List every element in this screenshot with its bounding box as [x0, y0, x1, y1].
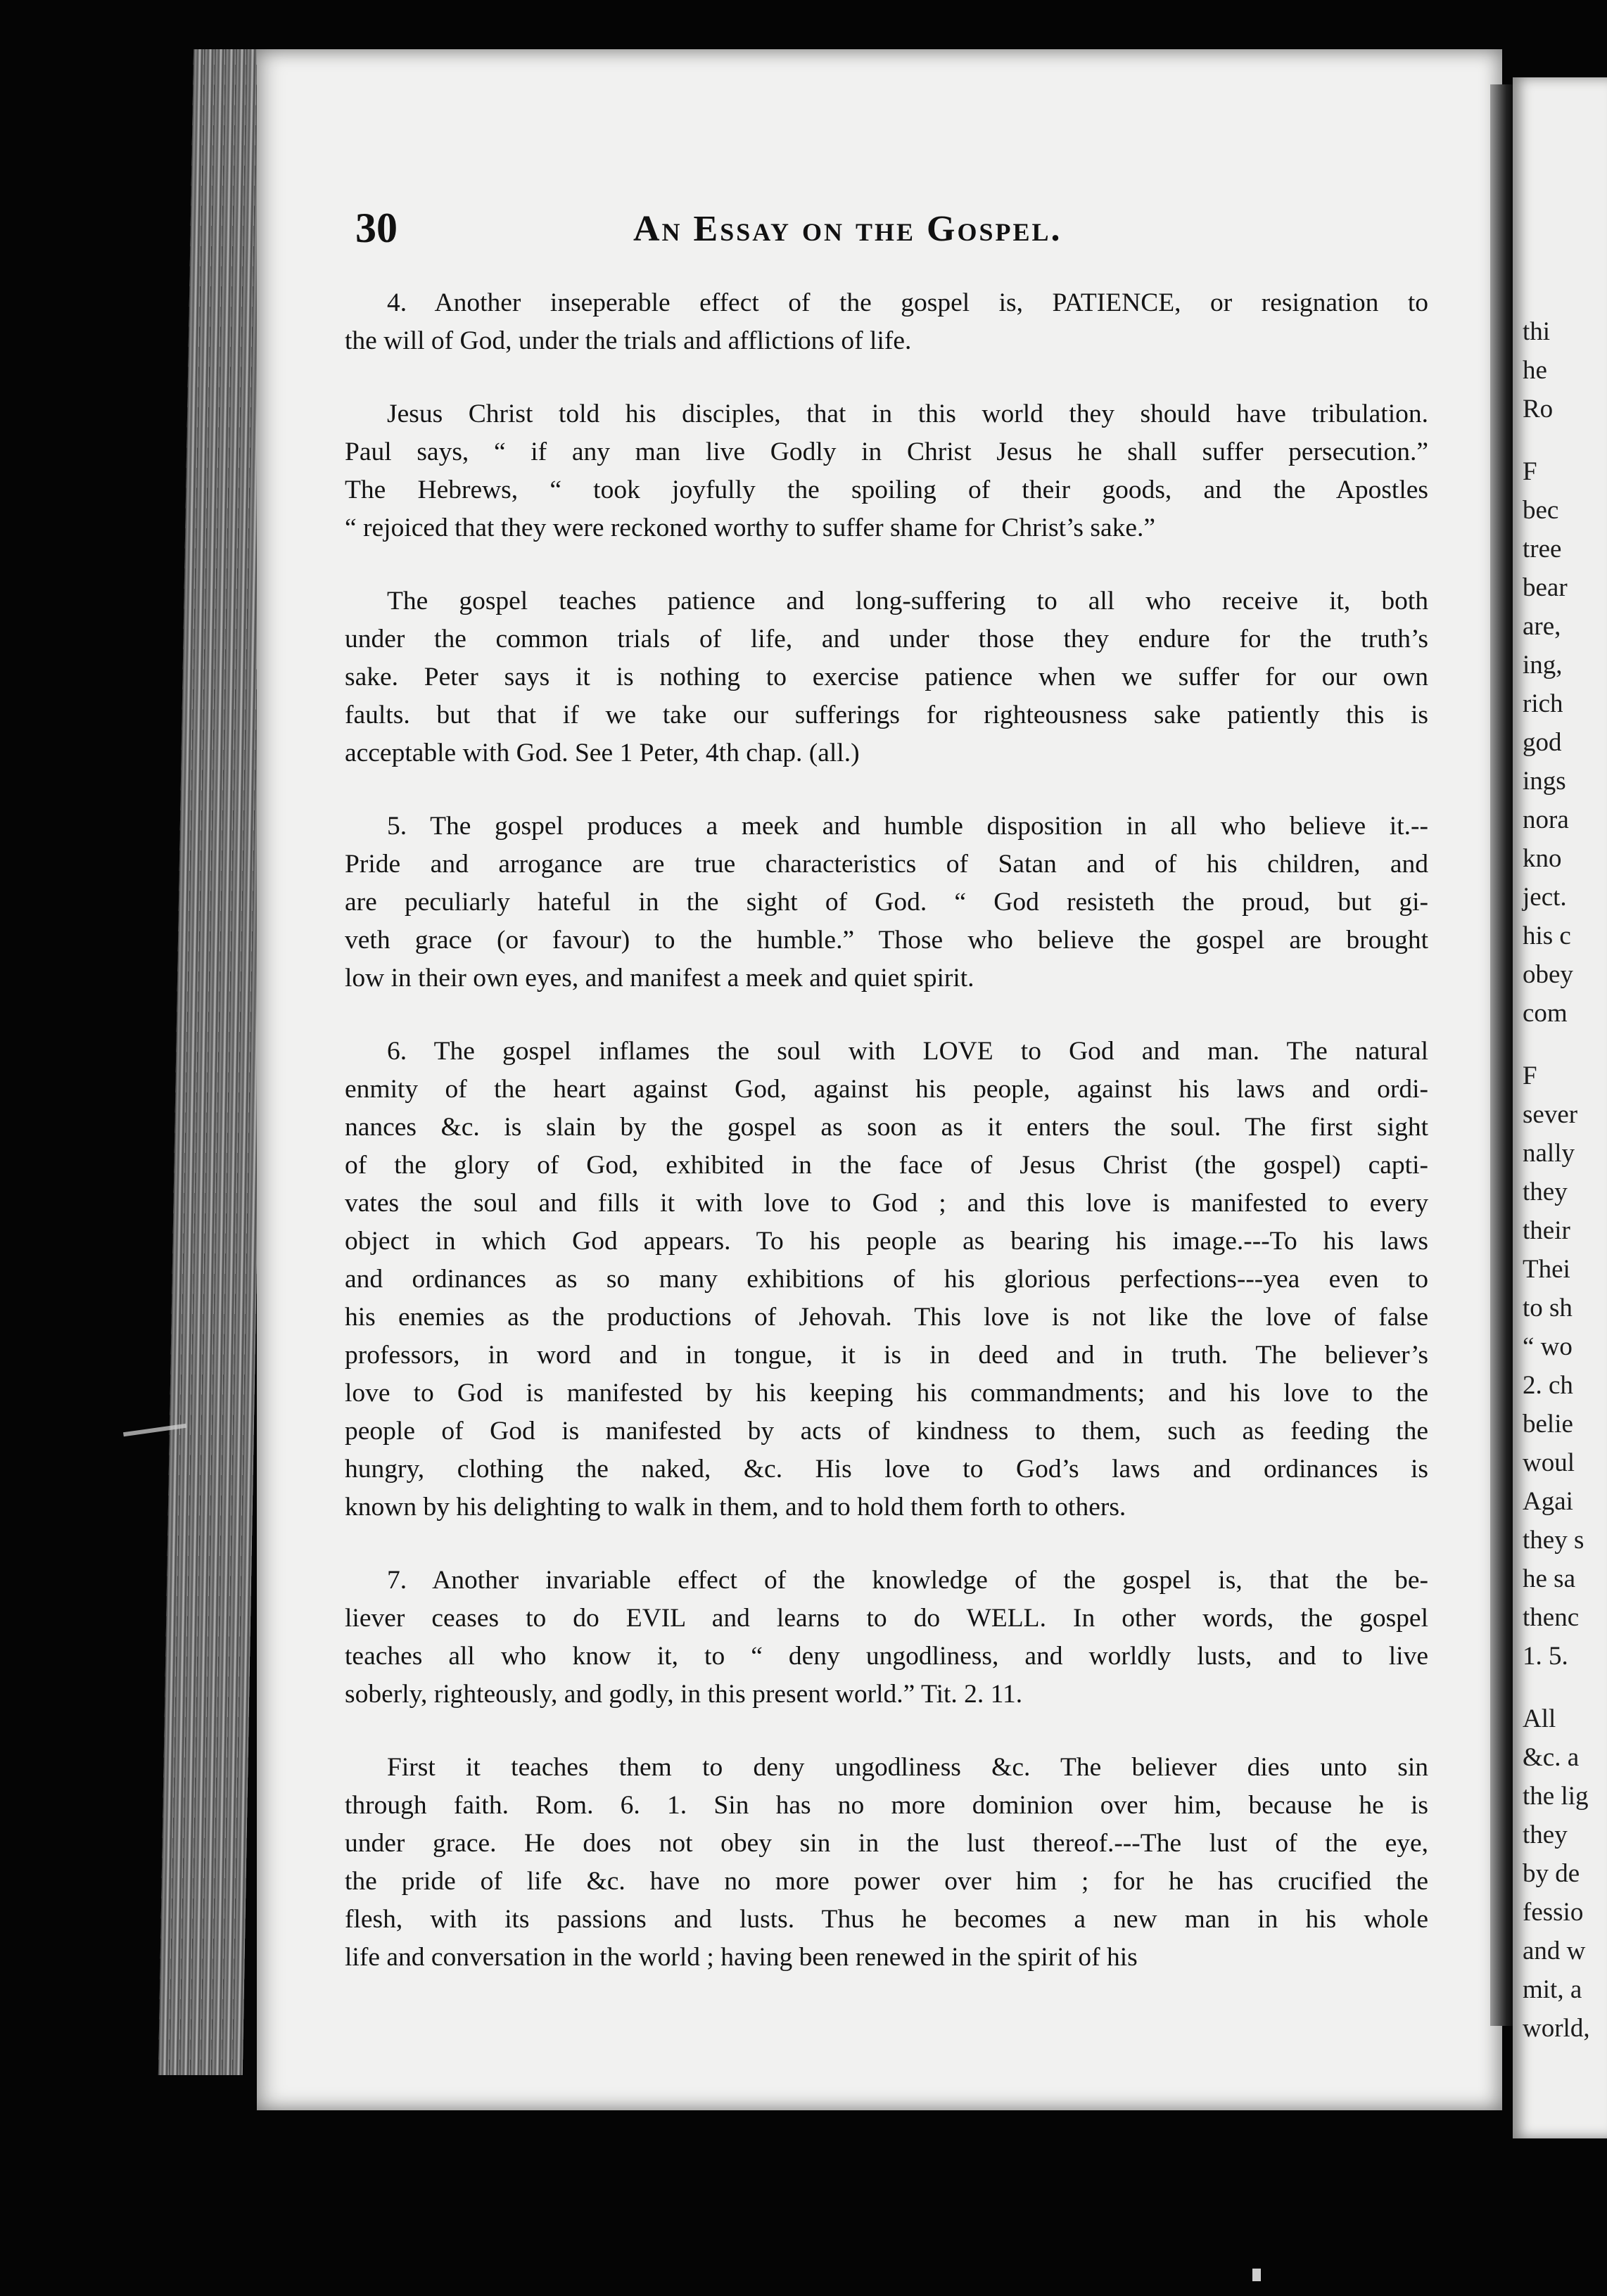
right-page-line-fragment: Agai: [1523, 1487, 1573, 1516]
paragraph: [345, 1033, 1428, 1526]
right-page-line-fragment: they: [1523, 1820, 1568, 1849]
right-page-line-fragment: god: [1523, 728, 1562, 757]
right-page-line-fragment: to sh: [1523, 1294, 1573, 1322]
right-page-line-fragment: his c: [1523, 921, 1571, 950]
right-page-line-fragment: F: [1523, 457, 1537, 486]
text-line: nances &c. is slain by the gospel as soon as it enters the soul. The first sight: [345, 1113, 1428, 1142]
text-line: Paul says, “ if any man live Godly in Christ Jesus he shall suffer persecution.”: [345, 438, 1428, 466]
text-line: enmity of the heart against God, against his people, against his laws and ordi-: [345, 1075, 1428, 1104]
text-line: life and conversation in the world ; having been renewed in the spirit of his: [345, 1943, 1138, 1972]
right-page-line-fragment: are,: [1523, 612, 1561, 641]
right-page-line-fragment: bec: [1523, 496, 1559, 525]
paragraph: [345, 395, 1428, 547]
text-line: Jesus Christ told his disciples, that in this world they should have tribulation.: [387, 400, 1428, 428]
text-line: 4. Another inseperable effect of the gospel is, PATIENCE, or resignation to: [387, 288, 1428, 317]
right-page-line-fragment: ject.: [1523, 883, 1567, 912]
paragraph: [345, 582, 1428, 772]
right-page-line-fragment: nally: [1523, 1139, 1575, 1168]
page-number: 30: [355, 205, 398, 251]
right-page-line-fragment: F: [1523, 1061, 1537, 1090]
right-page-line-fragment: tree: [1523, 535, 1562, 563]
paragraph: [345, 284, 1428, 360]
text-line: Pride and arrogance are true characteristics of Satan and of his children, and: [345, 850, 1428, 879]
body-text: [345, 284, 1428, 1977]
text-line: acceptable with God. See 1 Peter, 4th chap. (all.): [345, 739, 860, 767]
right-page-line-fragment: they s: [1523, 1526, 1584, 1555]
right-page-line-fragment: 2. ch: [1523, 1371, 1573, 1400]
right-page-line-fragment: sever: [1523, 1100, 1578, 1129]
text-line: under grace. He does not obey sin in the lust thereof.---The lust of the eye,: [345, 1829, 1428, 1858]
right-page-line-fragment: world,: [1523, 2014, 1590, 2043]
right-page-line-fragment: by de: [1523, 1859, 1580, 1888]
text-line: under the common trials of life, and under those they endure for the truth’s: [345, 625, 1428, 653]
text-line: vates the soul and fills it with love to God ; and this love is manifested to every: [345, 1189, 1428, 1218]
right-page-line-fragment: Ro: [1523, 395, 1554, 423]
right-page-line-fragment: mit, a: [1523, 1975, 1582, 2004]
text-line: The gospel teaches patience and long-suffering to all who receive it, both: [387, 587, 1428, 616]
right-page-line-fragment: their: [1523, 1216, 1570, 1245]
scan-artifact: [1252, 2269, 1261, 2281]
text-line: The Hebrews, “ took joyfully the spoiling of their goods, and the Apostles: [345, 476, 1428, 504]
right-page-line-fragment: obey: [1523, 960, 1573, 989]
text-line: “ rejoiced that they were reckoned worthy to suffer shame for Christ’s sake.”: [345, 514, 1156, 542]
right-page-line-fragment: &c. a: [1523, 1743, 1580, 1772]
right-page-line-fragment: ing,: [1523, 651, 1563, 680]
text-line: people of God is manifested by acts of kindness to them, such as feeding the: [345, 1417, 1428, 1446]
right-page-line-fragment: rich: [1523, 689, 1563, 718]
right-page-line-fragment: they: [1523, 1178, 1568, 1206]
text-line: soberly, righteously, and godly, in this present world.” Tit. 2. 11.: [345, 1680, 1023, 1709]
text-line: veth grace (or favour) to the humble.” Those who believe the gospel are brought: [345, 926, 1428, 955]
text-line: liever ceases to do EVIL and learns to do WELL. In other words, the gospel: [345, 1604, 1428, 1633]
right-page-line-fragment: All: [1523, 1704, 1556, 1733]
right-page-line-fragment: com: [1523, 999, 1568, 1028]
text-line: object in which God appears. To his people as bearing his image.---To his laws: [345, 1227, 1428, 1256]
text-line: teaches all who know it, to “ deny ungodliness, and worldly lusts, and to live: [345, 1642, 1428, 1671]
paragraph-gap: [345, 360, 1428, 395]
right-page-line-fragment: fessio: [1523, 1898, 1584, 1927]
right-page-fragment: [1513, 77, 1607, 2138]
right-page-line-fragment: belie: [1523, 1410, 1573, 1439]
paragraph-gap: [345, 547, 1428, 582]
right-page-line-fragment: he sa: [1523, 1564, 1575, 1593]
paragraph-gap: [345, 1714, 1428, 1749]
right-page-line-fragment: the lig: [1523, 1782, 1589, 1811]
text-line: are peculiarly hateful in the sight of God. “ God resisteth the proud, but gi-: [345, 888, 1428, 917]
text-line: the will of God, under the trials and afflictions of life.: [345, 326, 912, 355]
text-line: 6. The gospel inflames the soul with LOVE to God and man. The natural: [387, 1037, 1428, 1066]
page-header: [355, 204, 1418, 260]
paragraph-gap: [345, 1526, 1428, 1562]
text-line: low in their own eyes, and manifest a meek and quiet spirit.: [345, 964, 974, 993]
text-line: 5. The gospel produces a meek and humble disposition in all who believe it.--: [387, 812, 1428, 841]
right-page-line-fragment: ings: [1523, 767, 1566, 796]
paragraph: [345, 1562, 1428, 1714]
paragraph-gap: [345, 772, 1428, 808]
paragraph: [345, 808, 1428, 997]
right-page-line-fragment: he: [1523, 356, 1547, 385]
text-line: through faith. Rom. 6. 1. Sin has no more dominion over him, because he is: [345, 1791, 1428, 1820]
right-page-line-fragment: woul: [1523, 1448, 1575, 1477]
text-line: 7. Another invariable effect of the knowledge of the gospel is, that the be-: [387, 1566, 1428, 1595]
text-line: the pride of life &c. have no more power over him ; for he has crucified the: [345, 1867, 1428, 1896]
text-line: of the glory of God, exhibited in the face of Jesus Christ (the gospel) capti-: [345, 1151, 1428, 1180]
text-line: and ordinances as so many exhibitions of his glorious perfections---yea even to: [345, 1265, 1428, 1294]
paragraph-gap: [345, 997, 1428, 1033]
paragraph: [345, 1749, 1428, 1977]
text-line: sake. Peter says it is nothing to exercise patience when we suffer for our own: [345, 663, 1428, 691]
right-page-line-fragment: thi: [1523, 317, 1551, 346]
right-page-line-fragment: and w: [1523, 1937, 1586, 1965]
running-title: An Essay on the Gospel.: [633, 209, 1062, 249]
text-line: professors, in word and in tongue, it is in deed and in truth. The believer’s: [345, 1341, 1428, 1370]
text-line: known by his delighting to walk in them, and to hold them forth to others.: [345, 1493, 1126, 1522]
text-line: love to God is manifested by his keeping his commandments; and his love to the: [345, 1379, 1428, 1408]
text-line: his enemies as the productions of Jehovah. This love is not like the love of false: [345, 1303, 1428, 1332]
right-page-line-fragment: kno: [1523, 844, 1562, 873]
right-page-line-fragment: 1. 5.: [1523, 1642, 1568, 1671]
right-page-line-fragment: bear: [1523, 573, 1568, 602]
right-page-line-fragment: Thei: [1523, 1255, 1570, 1284]
right-page-line-fragment: thenc: [1523, 1603, 1580, 1632]
text-line: faults. but that if we take our sufferings for righteousness sake patiently this is: [345, 701, 1428, 729]
text-line: hungry, clothing the naked, &c. His love to God’s laws and ordinances is: [345, 1455, 1428, 1484]
text-line: First it teaches them to deny ungodliness &c. The believer dies unto sin: [387, 1753, 1428, 1782]
right-page-line-fragment: “ wo: [1523, 1332, 1573, 1361]
right-page-line-fragment: nora: [1523, 805, 1569, 834]
text-line: flesh, with its passions and lusts. Thus he becomes a new man in his whole: [345, 1905, 1428, 1934]
